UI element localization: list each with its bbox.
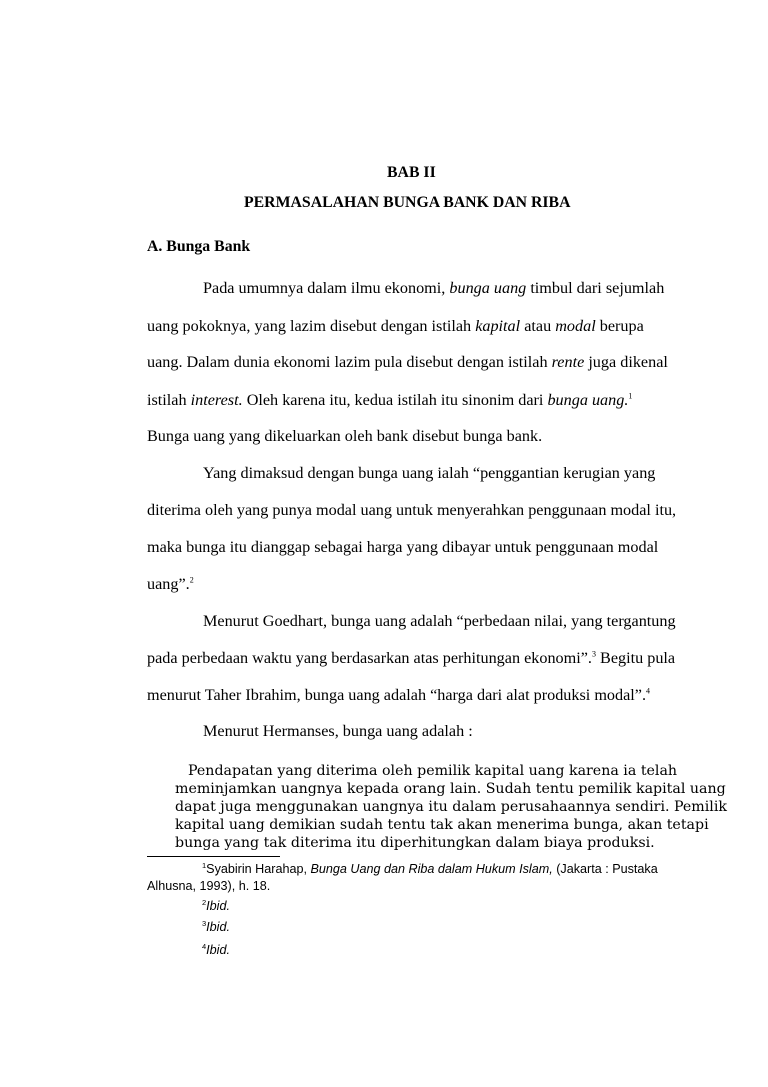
paragraph-3-line-3: menurut Taher Ibrahim, bunga uang adalah “harga dari alat produksi modal”.$^4$ bbox=[147, 686, 651, 704]
section-heading: A. Bunga Bank bbox=[147, 238, 251, 255]
block-quote-line-2: meminjamkan uangnya kepada orang lain. Sudah tentu pemilik kapital uang bbox=[175, 781, 726, 797]
footnote-separator bbox=[147, 856, 280, 857]
footnote-ref-1: 1 bbox=[628, 391, 633, 401]
paragraph-2-line-4: uang”.$^2$ bbox=[147, 575, 194, 593]
paragraph-3-line-2: pada perbedaan waktu yang berdasarkan atas perhitungan ekonomi”.$^3$ Begitu pula bbox=[147, 649, 676, 667]
chapter-title: PERMASALAHAN BUNGA BANK DAN RIBA bbox=[244, 194, 571, 211]
footnote-2-mark: 2 bbox=[202, 897, 207, 907]
paragraph-1-line-3: uang. Dalam dunia ekonomi lazim pula disebut dengan istilah rente juga dikenal bbox=[147, 353, 668, 371]
paragraph-2-line-2: diterima oleh yang punya modal uang untuk menyerahkan penggunaan modal itu, bbox=[147, 501, 677, 519]
paragraph-2-line-1: Yang dimaksud dengan bunga uang ialah “penggantian kerugian yang bbox=[203, 464, 656, 482]
paragraph-1-line-5: Bunga uang yang dikeluarkan oleh bank disebut bunga bank. bbox=[147, 427, 543, 445]
block-quote-line-5: bunga yang tak diterima itu diperhitungkan dalam biaya produksi. bbox=[175, 835, 655, 851]
chapter-number: BAB II bbox=[387, 164, 436, 181]
paragraph-1-line-4: istilah interest. Oleh karena itu, kedua istilah itu sinonim dari bunga uang.$^1$ bbox=[147, 391, 633, 409]
footnote-2: $^2$Ibid. bbox=[202, 897, 230, 913]
paragraph-2-line-3: maka bunga itu dianggap sebagai harga yang dibayar untuk penggunaan modal bbox=[147, 538, 659, 556]
footnote-3: $^3$Ibid. bbox=[202, 918, 230, 934]
footnote-4-mark: 4 bbox=[202, 941, 207, 951]
footnote-3-mark: 3 bbox=[202, 918, 207, 928]
paragraph-1-line-2: uang pokoknya, yang lazim disebut dengan istilah kapital atau modal berupa bbox=[147, 317, 644, 335]
paragraph-3-line-1: Menurut Goedhart, bunga uang adalah “perbedaan nilai, yang tergantung bbox=[203, 612, 676, 630]
block-quote-line-1: Pendapatan yang diterima oleh pemilik kapital uang karena ia telah bbox=[188, 763, 678, 779]
paragraph-4: Menurut Hermanses, bunga uang adalah : bbox=[203, 722, 473, 740]
block-quote-line-3: dapat juga menggunakan uangnya itu dalam perusahaannya sendiri. Pemilik bbox=[175, 799, 727, 815]
footnote-ref-3: 3 bbox=[591, 649, 596, 659]
footnote-ref-4: 4 bbox=[646, 686, 651, 696]
footnote-ref-2: 2 bbox=[189, 575, 194, 585]
footnote-4: $^4$Ibid. bbox=[202, 941, 230, 957]
footnote-1: $^1$Syabirin Harahap, Bunga Uang dan Riba dalam Hukum Islam, (Jakarta : Pustaka bbox=[202, 860, 658, 876]
footnote-1-mark: 1 bbox=[202, 860, 207, 870]
block-quote-line-4: kapital uang demikian sudah tentu tak akan menerima bunga, akan tetapi bbox=[175, 817, 709, 833]
footnote-1-continuation: Alhusna, 1993), h. 18. bbox=[147, 879, 271, 893]
paragraph-1-line-1: Pada umumnya dalam ilmu ekonomi, bunga uang timbul dari sejumlah bbox=[203, 279, 665, 297]
